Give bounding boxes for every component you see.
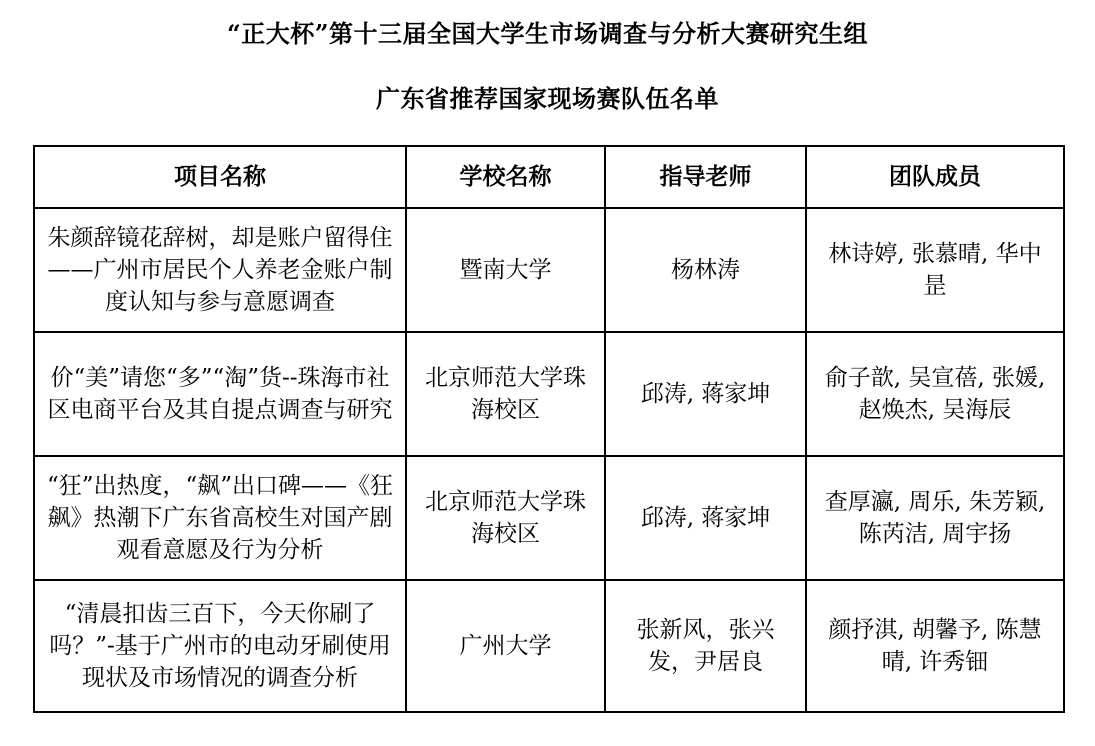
team-members: 颜抒淇, 胡馨予, 陈慧晴, 许秀钿 [828, 617, 1042, 675]
header-team-members: 团队成员 [806, 146, 1064, 208]
team-members-cell [806, 332, 1064, 456]
school-name-cell [406, 580, 605, 712]
school-name-cell [406, 332, 605, 456]
project-name-cell [34, 580, 406, 712]
advisor-name: 张新风，张兴发，尹居良 [636, 617, 775, 675]
team-members: 查厚瀛, 周乐, 朱芳颖, 陈芮洁, 周宇扬 [824, 489, 1046, 547]
school-name: 暨南大学 [459, 257, 552, 283]
team-members-cell [806, 580, 1064, 712]
team-members: 林诗婷, 张慕晴, 华中昰 [828, 241, 1042, 299]
table-row [34, 332, 1064, 456]
school-name: 北京师范大学珠海校区 [425, 489, 586, 547]
advisor-cell [605, 332, 806, 456]
table-row [34, 456, 1064, 580]
table-header-row [34, 146, 1064, 208]
advisor-name: 邱涛, 蒋家坤 [640, 505, 771, 531]
header-project-name: 项目名称 [34, 146, 406, 208]
advisor-cell [605, 208, 806, 332]
advisor-cell [605, 580, 806, 712]
advisor-name: 邱涛, 蒋家坤 [640, 381, 771, 407]
school-name: 广州大学 [459, 633, 552, 659]
header-school-name: 学校名称 [406, 146, 605, 208]
advisor-cell [605, 456, 806, 580]
project-name: “狂”出热度，“飙”出口碑——《狂飙》热潮下广东省高校生对国产剧观看意愿及行为分析 [46, 473, 394, 563]
project-name-cell [34, 332, 406, 456]
project-name-cell [34, 456, 406, 580]
project-name: 价“美”请您“多”“淘”货--珠海市社区电商平台及其自提点调查与研究 [47, 365, 393, 423]
team-members-cell [806, 456, 1064, 580]
school-name-cell [406, 208, 605, 332]
school-name: 北京师范大学珠海校区 [425, 365, 586, 423]
team-roster-table [33, 145, 1065, 713]
table-row [34, 208, 1064, 332]
project-name-cell [34, 208, 406, 332]
header-advisor: 指导老师 [605, 146, 806, 208]
project-name: 朱颜辞镜花辞树，却是账户留得住——广州市居民个人养老金账户制度认知与参与意愿调查 [47, 225, 393, 315]
document-title: “正大杯”第十三届全国大学生市场调查与分析大赛研究生组 [226, 19, 869, 48]
advisor-name: 杨林涛 [671, 257, 740, 283]
team-members-cell [806, 208, 1064, 332]
document-subtitle: 广东省推荐国家现场赛队伍名单 [376, 84, 719, 113]
team-members: 俞子歆, 吴宣蓓, 张媛, 赵焕杰, 吴海辰 [824, 365, 1046, 423]
project-name: “清晨扣齿三百下，今天你刷了吗？”-基于广州市的电动牙刷使用现状及市场情况的调查分析 [49, 601, 391, 691]
table-row [34, 580, 1064, 712]
school-name-cell [406, 456, 605, 580]
